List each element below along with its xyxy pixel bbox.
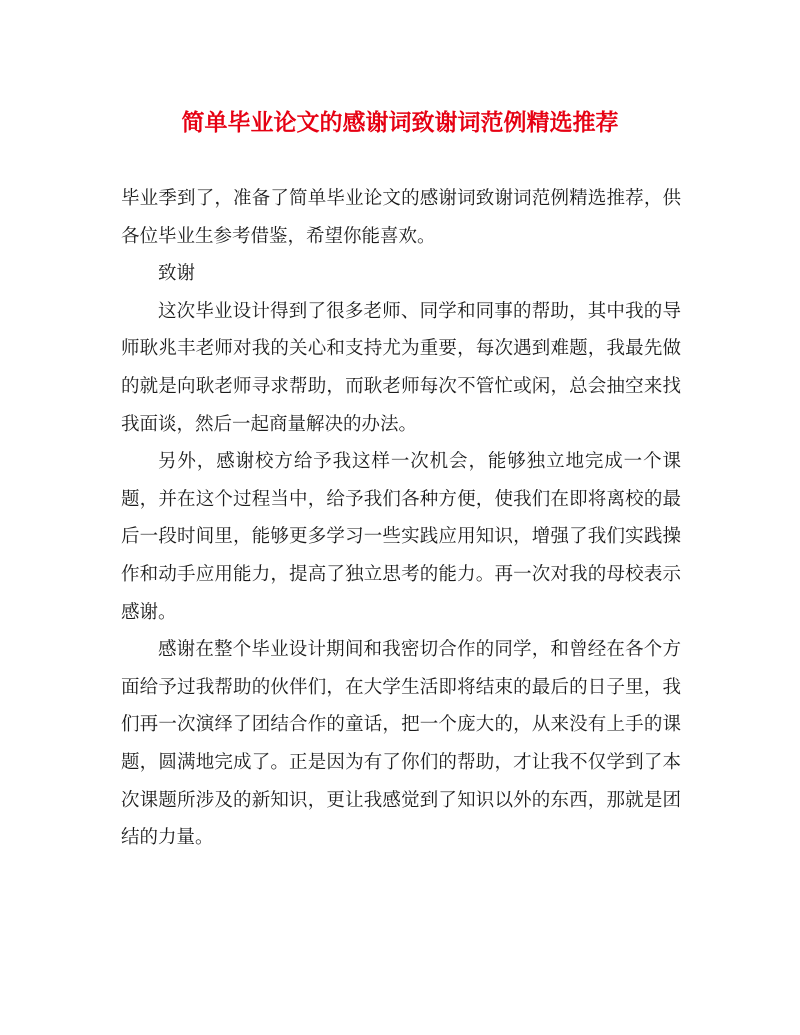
intro-paragraph: 毕业季到了，准备了简单毕业论文的感谢词致谢词范例精选推荐，供各位毕业生参考借鉴，希望你能喜欢。 <box>121 188 681 247</box>
document-body <box>121 180 681 857</box>
body-paragraph-2: 另外，感谢校方给予我这样一次机会，能够独立地完成一个课题，并在这个过程当中，给予我们各种方便，使我们在即将离校的最后一段时间里，能够更多学习一些实践应用知识，增强了我们实践操作和动手应用能力，提高了独立思考的能力。再一次对我的母校表示感谢。 <box>121 451 681 623</box>
document-title: 简单毕业论文的感谢词致谢词范例精选推荐 <box>181 109 619 136</box>
body-paragraph-1: 这次毕业设计得到了很多老师、同学和同事的帮助，其中我的导师耿兆丰老师对我的关心和支持尤为重要，每次遇到难题，我最先做的就是向耿老师寻求帮助，而耿老师每次不管忙或闲，总会抽空来找我面谈，然后一起商量解决的办法。 <box>121 300 681 435</box>
section-heading: 致谢 <box>158 263 196 285</box>
body-paragraph-3: 感谢在整个毕业设计期间和我密切合作的同学，和曾经在各个方面给予过我帮助的伙伴们，在大学生活即将结束的最后的日子里，我们再一次演绎了团结合作的童话，把一个庞大的，从来没有上手的课题，圆满地完成了。正是因为有了你们的帮助，才让我不仅学到了本次课题所涉及的新知识，更让我感觉到了知识以外的东西，那就是团结的力量。 <box>121 639 681 849</box>
